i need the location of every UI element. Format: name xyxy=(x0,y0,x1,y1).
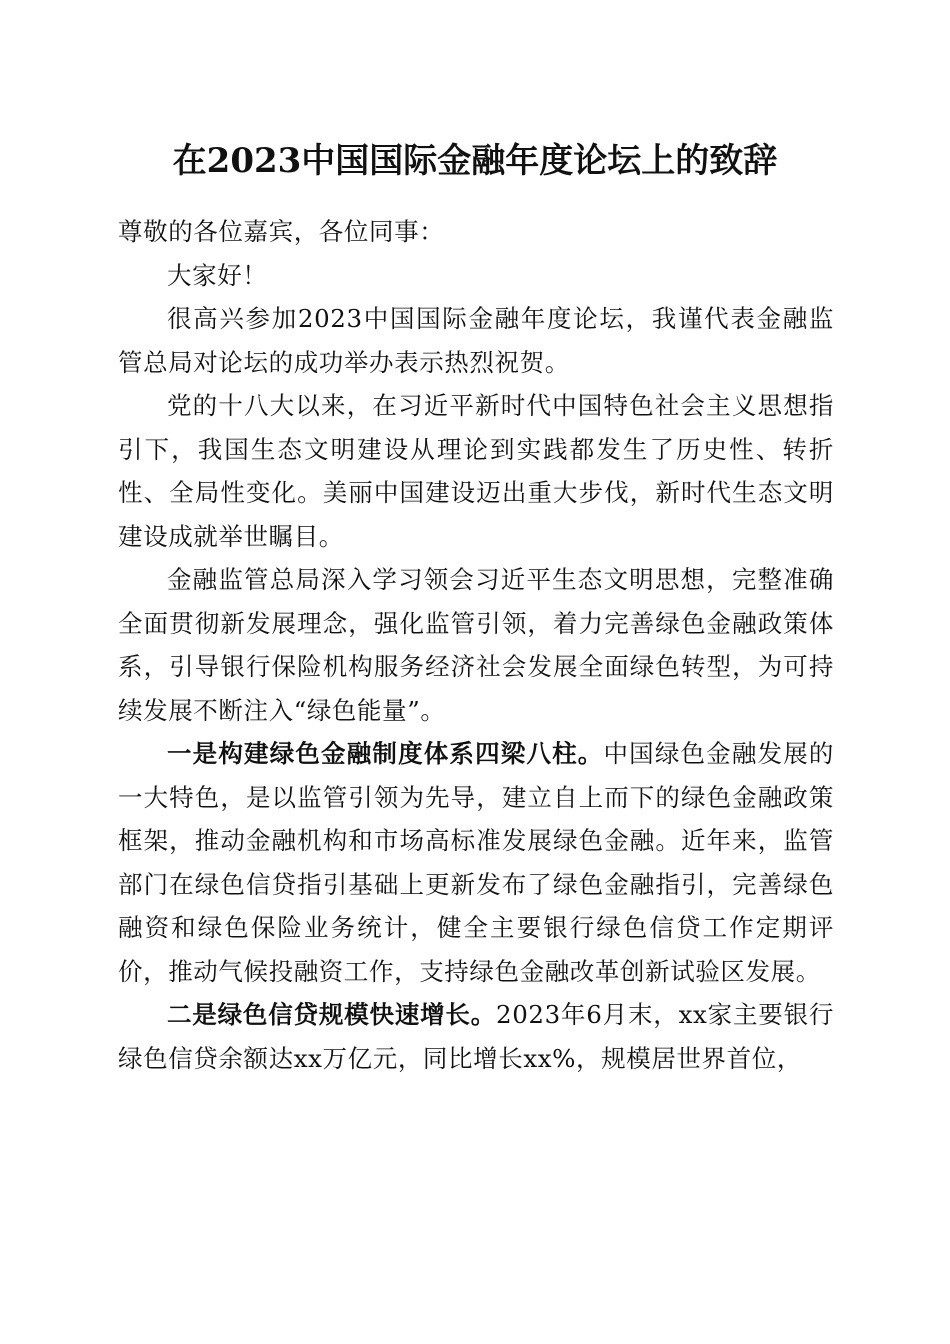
paragraph-lead: 二是绿色信贷规模快速增长。 xyxy=(167,1000,497,1029)
document-title: 在2023中国国际金融年度论坛上的致辞 xyxy=(172,141,778,181)
paragraph-congratulations xyxy=(118,297,834,384)
document-body xyxy=(118,210,834,1080)
paragraph-text: 很高兴参加2023中国国际金融年度论坛，我谨代表金融监管总局对论坛的成功举办表示热烈祝贺。 xyxy=(118,304,834,377)
paragraph-lead: 一是构建绿色金融制度体系四梁八柱。 xyxy=(167,739,604,768)
paragraph-regulatory-administration xyxy=(118,558,834,732)
paragraph-text: 金融监管总局深入学习领会习近平生态文明思想，完整准确全面贯彻新发展理念，强化监管引领，着力完善绿色金融政策体系，引导银行保险机构服务经济社会发展全面绿色转型，为可持续发展不断注入“绿色能量”。 xyxy=(118,565,834,725)
paragraph-text: 2023年6月末，xx家主要银行绿色信贷余额达xx万亿元，同比增长xx%，规模居世界首位， xyxy=(118,1000,834,1073)
paragraph-text: 中国绿色金融发展的一大特色，是以监管引领为先导，建立自上而下的绿色金融政策框架，推动金融机构和市场高标准发展绿色金融。近年来，监管部门在绿色信贷指引基础上更新发布了绿色金融指引，完善绿色融资和绿色保险业务统计，健全主要银行绿色信贷工作定期评价，推动气候投融资工作，支持绿色金融改革创新试验区发展。 xyxy=(118,739,834,986)
salutation: 尊敬的各位嘉宾，各位同事： xyxy=(118,217,445,246)
paragraph-text: 党的十八大以来，在习近平新时代中国特色社会主义思想指引下，我国生态文明建设从理论到实践都发生了历史性、转折性、全局性变化。美丽中国建设迈出重大步伐，新时代生态文明建设成就举世瞩目。 xyxy=(118,391,834,551)
paragraph-point-one xyxy=(118,732,834,993)
paragraph-ecological-civilization xyxy=(118,384,834,558)
paragraph-point-two xyxy=(118,993,834,1080)
greeting: 大家好！ xyxy=(167,260,268,290)
